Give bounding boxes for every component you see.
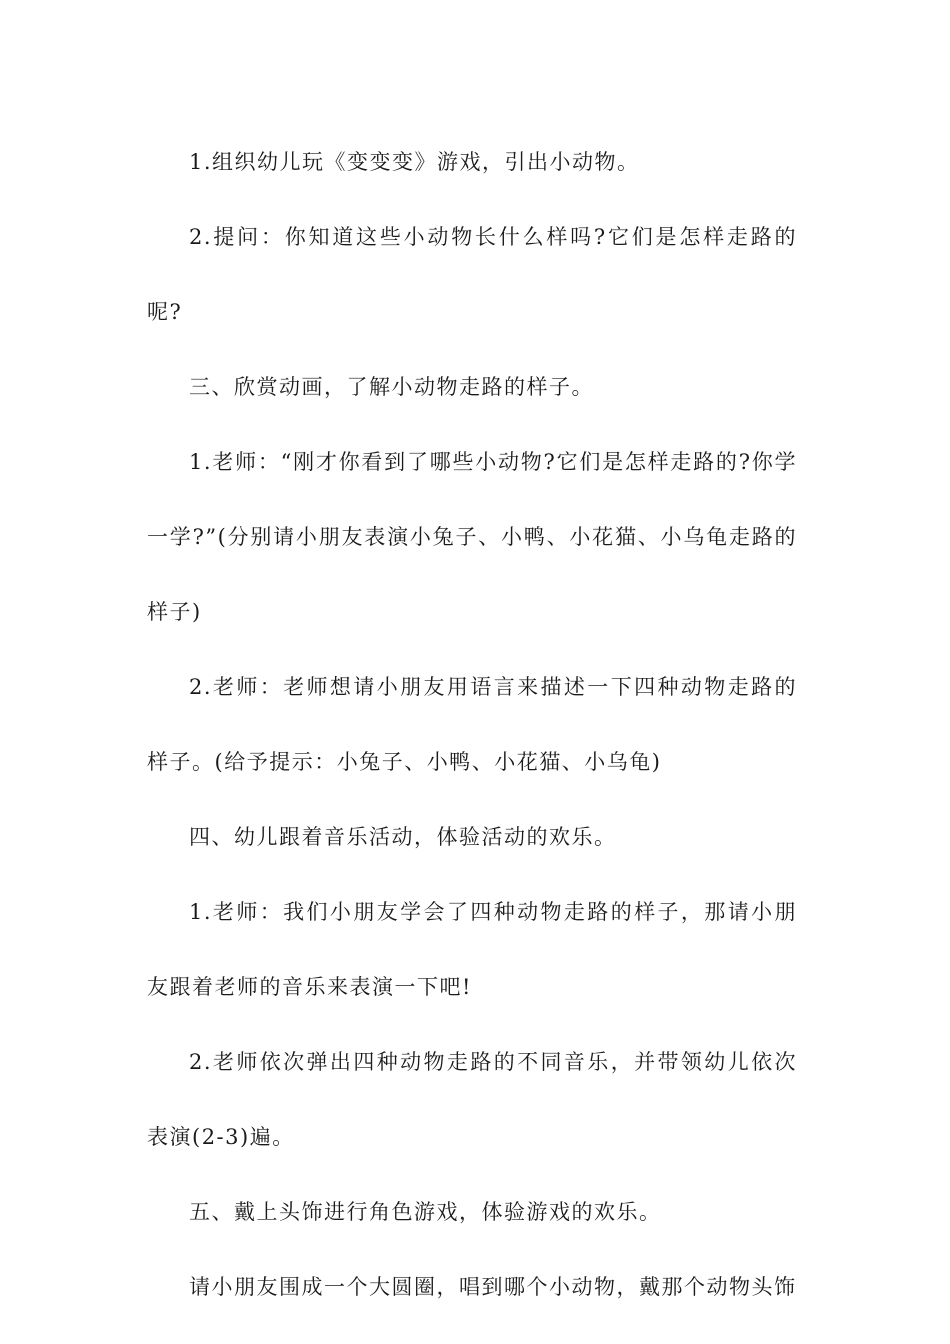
paragraph-4-2: 2.老师依次弹出四种动物走路的不同音乐，并带领幼儿依次表演(2-3)遍。 [147,1050,797,1149]
section-heading-3: 三、欣赏动画，了解小动物走路的样子。 [189,375,594,399]
paragraph-4-1: 1.老师：我们小朋友学会了四种动物走路的样子，那请小朋友跟着老师的音乐来表演一下吧! [147,900,797,999]
document-body [147,125,797,1325]
paragraph-3-1: 1.老师：“刚才你看到了哪些小动物?它们是怎样走路的?你学一学?”(分别请小朋友表演小兔子、小鸭、小花猫、小乌龟走路的样子) [147,450,797,624]
section-heading-4: 四、幼儿跟着音乐活动，体验活动的欢乐。 [189,825,617,849]
paragraph-5-1: 请小朋友围成一个大圆圈，唱到哪个小动物，戴那个动物头饰 [189,1275,797,1299]
paragraph-2: 2.提问：你知道这些小动物长什么样吗?它们是怎样走路的呢? [147,225,797,324]
paragraph-1: 1.组织幼儿玩《变变变》游戏，引出小动物。 [189,150,640,174]
section-heading-5: 五、戴上头饰进行角色游戏，体验游戏的欢乐。 [189,1200,662,1224]
paragraph-3-2: 2.老师：老师想请小朋友用语言来描述一下四种动物走路的样子。(给予提示：小兔子、小鸭、小花猫、小乌龟) [147,675,797,774]
